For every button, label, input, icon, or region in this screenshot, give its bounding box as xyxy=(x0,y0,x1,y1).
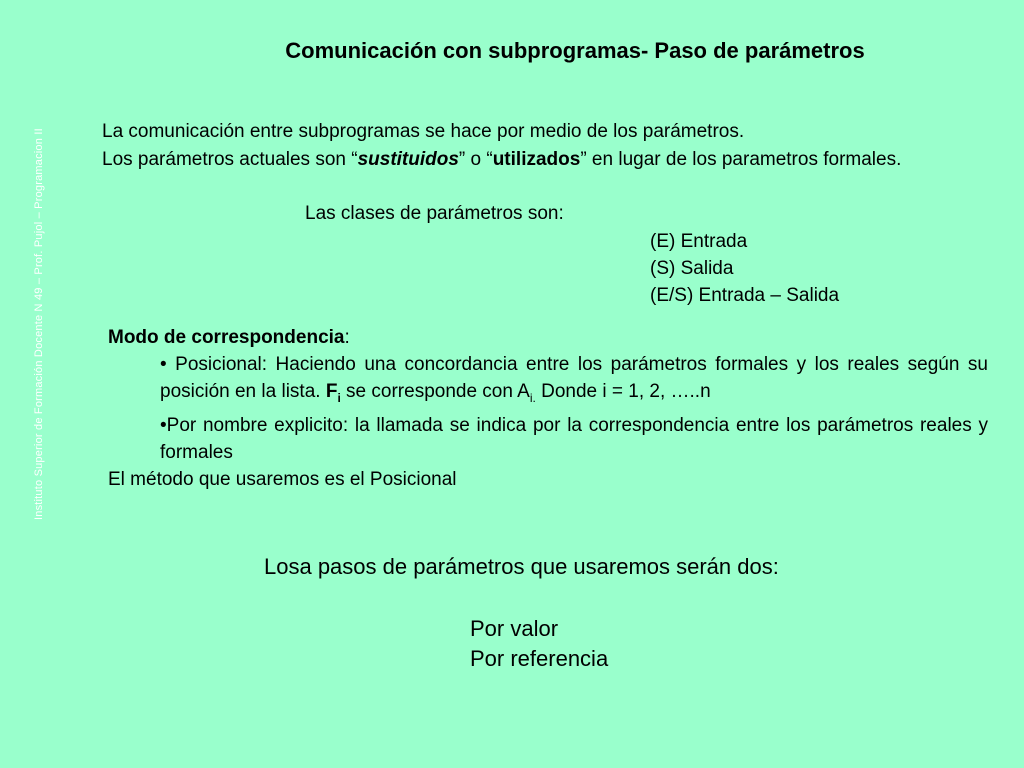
paso-item: Por referencia xyxy=(470,646,609,671)
bullet1-f: F xyxy=(325,381,338,402)
modo-section xyxy=(108,324,988,493)
clase-item: (E/S) Entrada – Salida xyxy=(650,285,840,306)
bullet1-a-sub: i. xyxy=(529,390,536,405)
intro-term-utilizados: utilizados xyxy=(492,149,581,170)
clase-item: (S) Salida xyxy=(650,258,734,279)
intro-line-2 xyxy=(102,146,982,174)
intro-text-e: ” en lugar de los parametros formales. xyxy=(580,149,902,170)
bullet1-text-b: se corresponde con A xyxy=(340,381,530,402)
vertical-institution-text: Instituto Superior de Formación Docente N 49 – Prof. Pujol – Programacion II xyxy=(33,128,45,520)
intro-paragraph xyxy=(102,118,982,174)
modo-heading-colon: : xyxy=(344,327,350,348)
modo-closing: El método que usaremos es el Posicional xyxy=(108,468,457,490)
slide-title: Comunicación con subprogramas- Paso de parámetros xyxy=(285,38,865,63)
intro-term-sustituidos: sustituidos xyxy=(357,149,459,170)
clase-item: (E) Entrada xyxy=(650,231,748,252)
intro-text-c: ” o “ xyxy=(458,149,493,170)
pasos-list xyxy=(470,614,608,674)
bullet-posicional xyxy=(160,351,988,412)
modo-heading: Modo de correspondencia xyxy=(108,327,345,348)
intro-line-1: La comunicación entre subprogramas se hace por medio de los parámetros. xyxy=(102,121,745,142)
bullet-por-nombre: •Por nombre explicito: la llamada se indica por la correspondencia entre los parámetros reales y formales xyxy=(160,414,988,463)
bullet1-text-c: Donde i = 1, 2, …..n xyxy=(535,381,711,402)
bullet1-f-sub: i xyxy=(337,390,341,405)
clases-heading: Las clases de parámetros son: xyxy=(305,203,564,224)
intro-text-a: Los parámetros actuales son “ xyxy=(102,149,358,170)
bullet1-text-a: • Posicional: Haciendo una concordancia entre los parámetros formales y los reales según su posición en la lista. xyxy=(160,354,988,402)
clases-list xyxy=(650,228,839,309)
pasos-heading: Losa pasos de parámetros que usaremos serán dos: xyxy=(264,554,779,579)
paso-item: Por valor xyxy=(470,616,559,641)
modo-heading-line xyxy=(108,324,988,351)
